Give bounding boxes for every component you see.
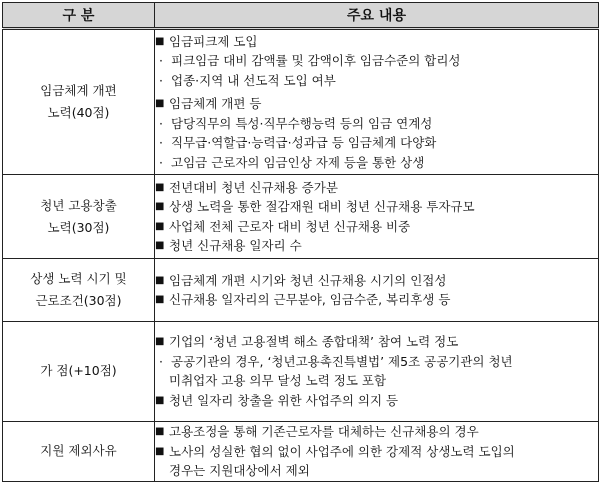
criteria-table bbox=[2, 2, 599, 482]
list-item: · 직무급·역할급·능력급·성과급 등 임금체계 다양화 bbox=[155, 133, 598, 153]
square-bullet-icon: ■ bbox=[155, 274, 165, 286]
square-bullet-icon: ■ bbox=[155, 220, 165, 232]
square-bullet-icon: ■ bbox=[155, 240, 165, 252]
content-cell bbox=[155, 421, 599, 481]
content-cell bbox=[155, 321, 599, 421]
category-label: 임금체계 개편 bbox=[40, 83, 117, 99]
category-label: 지원 제외사유 bbox=[40, 443, 117, 459]
category-cell bbox=[3, 321, 155, 421]
list-item: ■ 임금체계 개편 등 bbox=[155, 94, 598, 114]
category-label: 노력(40점) bbox=[47, 105, 110, 121]
category-label: 상생 노력 시기 및 bbox=[30, 271, 127, 287]
table-row bbox=[3, 175, 599, 259]
list-item: ■ 사업체 전체 근로자 대비 청년 신규채용 비중 bbox=[155, 217, 598, 237]
square-bullet-icon: ■ bbox=[155, 336, 165, 348]
content-cell bbox=[155, 175, 599, 259]
header-category: 구 분 bbox=[3, 3, 155, 29]
dot-bullet-icon: · bbox=[159, 72, 163, 88]
list-item: · 업종·지역 내 선도적 도입 여부 bbox=[155, 71, 598, 91]
dot-bullet-icon: · bbox=[159, 53, 163, 69]
dot-bullet-icon: · bbox=[159, 154, 163, 170]
square-bullet-icon: ■ bbox=[155, 294, 165, 306]
header-row bbox=[3, 3, 599, 29]
list-item: ■ 임금체계 개편 시기와 청년 신규채용 시기의 인접성 bbox=[155, 271, 598, 291]
table-row bbox=[3, 321, 599, 421]
content-cell bbox=[155, 29, 599, 175]
dot-bullet-icon: · bbox=[159, 353, 163, 369]
category-cell bbox=[3, 259, 155, 321]
list-item: · 담당직무의 특성·직무수행능력 등의 임금 연계성 bbox=[155, 114, 598, 134]
table-row bbox=[3, 29, 599, 175]
list-item: ■ 신규채용 일자리의 근무분야, 임금수준, 복리후생 등 bbox=[155, 290, 598, 310]
list-item: · 피크임금 대비 감액률 및 감액이후 임금수준의 합리성 bbox=[155, 51, 598, 71]
list-item: · 공공기관의 경우, ‘청년고용촉진특별법’ 제5조 공공기관의 청년 bbox=[155, 352, 598, 372]
category-label: 청년 고용창출 bbox=[40, 197, 117, 213]
square-bullet-icon: ■ bbox=[155, 35, 165, 47]
dot-bullet-icon: · bbox=[159, 135, 163, 151]
category-label: 가 점(+10점) bbox=[40, 363, 117, 379]
list-item: ■ 청년 일자리 창출을 위한 사업주의 의지 등 bbox=[155, 391, 598, 411]
header-content: 주요 내용 bbox=[155, 3, 599, 29]
dot-bullet-icon: · bbox=[159, 115, 163, 131]
list-item: ■ 상생 노력을 통한 절감재원 대비 청년 신규채용 투자규모 bbox=[155, 197, 598, 217]
table-row bbox=[3, 259, 599, 321]
square-bullet-icon: ■ bbox=[155, 445, 165, 457]
list-item-continuation: 경우는 지원대상에서 제외 bbox=[169, 463, 310, 479]
content-cell bbox=[155, 259, 599, 321]
category-cell bbox=[3, 29, 155, 175]
category-label: 근로조건(30점) bbox=[35, 293, 122, 309]
list-item: ■ 임금피크제 도입 bbox=[155, 32, 598, 52]
list-item: ■ 전년대비 청년 신규채용 증가분 bbox=[155, 178, 598, 198]
list-item-continuation: 미취업자 고용 의무 달성 노력 정도 포함 bbox=[169, 373, 387, 389]
square-bullet-icon: ■ bbox=[155, 201, 165, 213]
list-item: ■ 기업의 ‘청년 고용절벽 해소 종합대책’ 참여 노력 정도 bbox=[155, 332, 598, 352]
list-item: ■ 청년 신규채용 일자리 수 bbox=[155, 236, 598, 256]
table-row bbox=[3, 421, 599, 481]
square-bullet-icon: ■ bbox=[155, 98, 165, 110]
square-bullet-icon: ■ bbox=[155, 181, 165, 193]
square-bullet-icon: ■ bbox=[155, 426, 165, 438]
square-bullet-icon: ■ bbox=[155, 394, 165, 406]
list-item: ■ 고용조정을 통해 기존근로자를 대체하는 신규채용의 경우 bbox=[155, 422, 598, 442]
category-cell bbox=[3, 175, 155, 259]
list-item: ■ 노사의 성실한 협의 없이 사업주에 의한 강제적 상생노력 도입의 bbox=[155, 442, 598, 462]
category-cell bbox=[3, 421, 155, 481]
category-label: 노력(30점) bbox=[47, 219, 110, 235]
list-item: · 고임금 근로자의 임금인상 자제 등을 통한 상생 bbox=[155, 153, 598, 173]
